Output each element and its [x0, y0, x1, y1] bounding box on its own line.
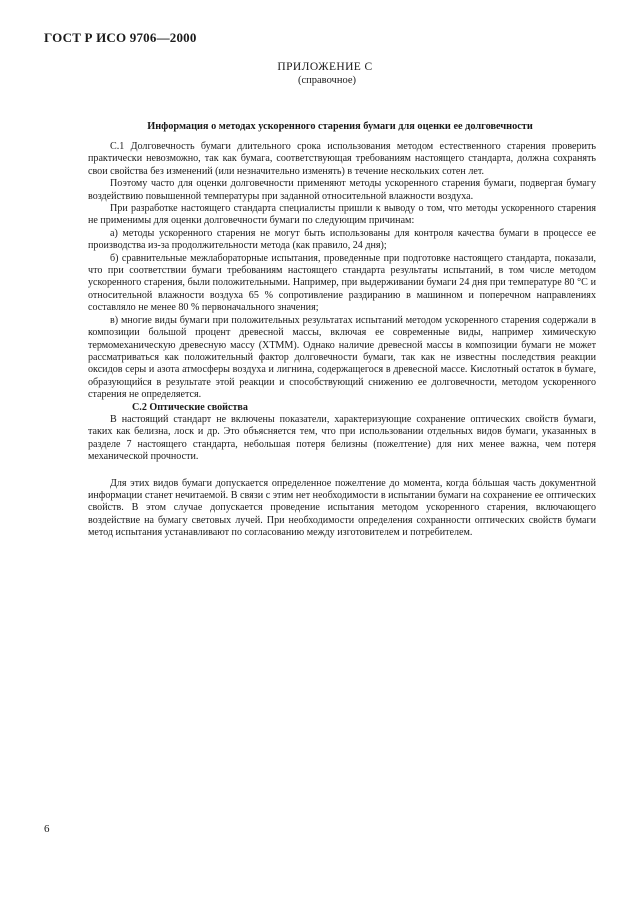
document-header: ГОСТ Р ИСО 9706—2000: [44, 30, 197, 45]
section-heading-c2: С.2 Оптические свойства: [132, 401, 248, 413]
appendix-heading: [0, 61, 642, 87]
list-item-c: в) многие виды бумаги при положительных результатах испытаний методом ускоренного старения содержали в композиции большой процент древесной массы, включая ее современные виды, например химическую термомеханическую древесную массу (ХТММ). Однако наличие древесной массы в композиции бумаги не может рассматриваться как положительный фактор долговечности бумаги, так как не известны последствия реакции оксидов серы и азота атмосферы воздуха и лигнина, содержащегося в древесной массе. Кислотный остаток в бумаге, образующийся в результате этой реакции и способствующий снижению ее долговечности, методом ускоренного старения не определяется.: [88, 314, 596, 401]
paragraph-c2: В настоящий стандарт не включены показатели, характеризующие сохранение оптических свойств бумаги, таких как белизна, лоск и др. Это объясняется тем, что при использовании отдельных видов бумаги, указанных в разделе 7 настоящего стандарта, небольшая потеря белизны (пожелтение) для них менее важна, чем потеря механической прочности.: [88, 413, 596, 463]
list-item-a: а) методы ускоренного старения не могут быть использованы для контроля качества бумаги в процессе ее производства из-за продолжительности метода (как правило, 24 дня);: [88, 227, 596, 252]
appendix-title: Информация о методах ускоренного старения бумаги для оценки ее долговечности: [147, 121, 533, 132]
paragraph: При разработке настоящего стандарта специалисты пришли к выводу о том, что методы ускоренного старения не применимы для оценки долговечности бумаги по следующим причинам:: [88, 203, 596, 227]
appendix-note: (справочное): [298, 75, 356, 86]
document-body: [88, 141, 596, 540]
appendix-label: ПРИЛОЖЕНИЕ С: [277, 61, 373, 73]
page-number: 6: [44, 823, 50, 835]
paragraph: Поэтому часто для оценки долговечности применяют методы ускоренного старения бумаги, подвергая бумагу воздействию повышенной температуры при заданной относительной влажности воздуха.: [88, 178, 596, 202]
list-item-b: б) сравнительные межлабораторные испытания, проведенные при подготовке настоящего стандарта, показали, что при соответствии бумаги требованиям настоящего стандарта результаты испытаний, в том числе методом ускоренного старения, были положительными. Например, при выдерживании бумаги 24 дня при температуре 80 °С и относительной влажности воздуха 65 % сопротивление раздиранию в машинном и поперечном направлениях составляло не менее 80 % первоначального значения;: [88, 252, 596, 314]
paragraph-c1: C.1 Долговечность бумаги длительного срока использования методом естественного старения проверить практически невозможно, так как бумага, соответствующая требованиям настоящего стандарта, должна сохранять свои свойства без изменений (или незначительно изменять) в течение нескольких сотен лет.: [88, 141, 596, 177]
paragraph: Для этих видов бумаги допускается определенное пожелтение до момента, когда бóльшая часть документной информации станет нечитаемой. В связи с этим нет необходимости в испытании бумаги на сохранение ее оптических свойств. В этом случае допускается проведение испытания методом ускоренного старения, включающего воздействие на бумагу световых лучей. При необходимости определения сохранности оптических свойств бумаги метод испытания устанавливают по согласованию между изготовителем и потребителем.: [88, 477, 596, 539]
